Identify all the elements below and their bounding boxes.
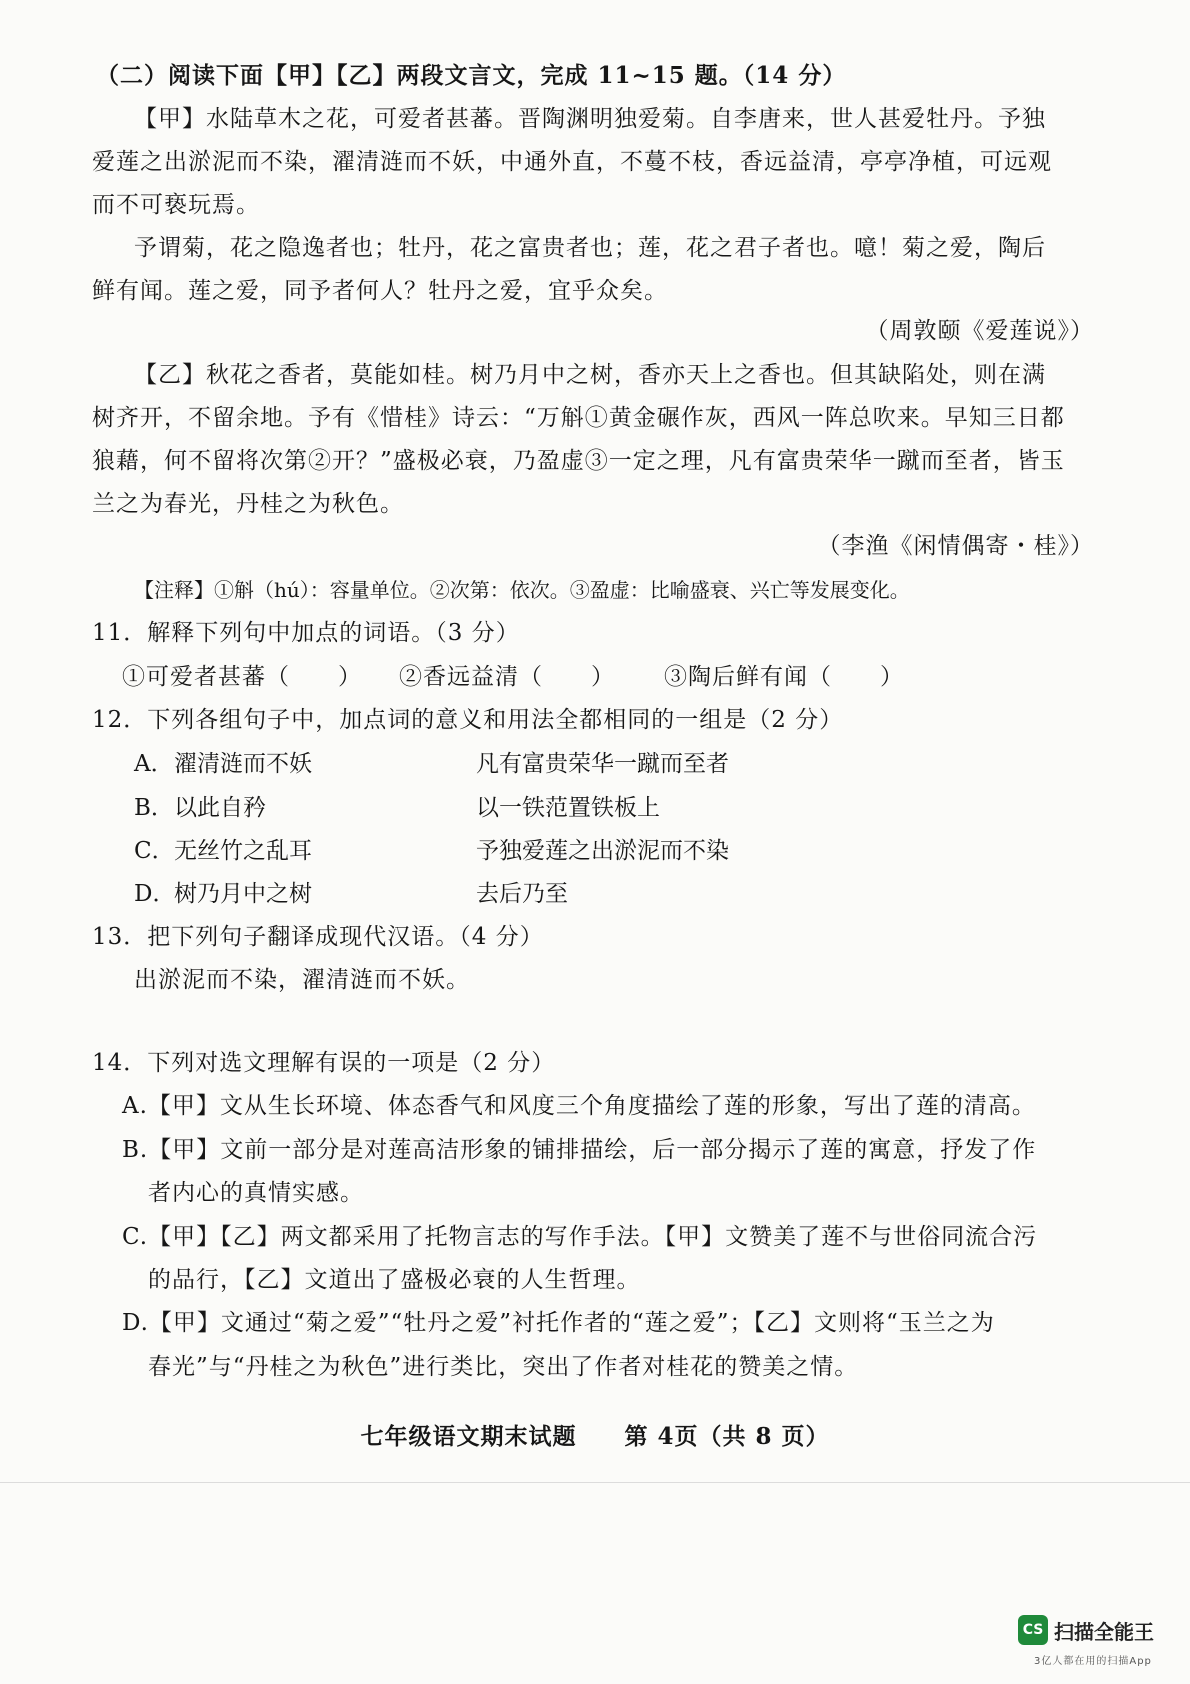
notes: 【注释】①斛（hú）：容量单位。②次第：依次。③盈虚：比喻盛衰、兴亡等发展变化。 [134, 578, 910, 602]
q12-option-left: 濯清涟而不妖 [174, 751, 312, 777]
q12-option-right: 予独爱莲之出淤泥而不染 [476, 838, 729, 864]
passage-b-line: 兰之为春光，丹桂之为秋色。 [92, 491, 404, 517]
q12-option-label: B． [134, 795, 174, 821]
watermark-name: 扫描全能王 [1054, 1620, 1154, 1644]
q12-option-label: C． [134, 838, 175, 864]
q13-sentence: 出淤泥而不染，濯清涟而不妖。 [134, 967, 470, 993]
q14-option-d: D.【甲】文通过“菊之爱”“牡丹之爱”衬托作者的“莲之爱”；【乙】文则将“玉兰之为 [122, 1310, 995, 1336]
passage-a-source: （周敦颐《爱莲说》） [865, 318, 1094, 344]
q12-stem: 12．下列各组句子中，加点词的意义和用法全都相同的一组是（2 分） [92, 707, 844, 733]
q11-item: ②香远益清（ ） [399, 664, 615, 690]
passage-a-line: 爱莲之出淤泥而不染，濯清涟而不妖，中通外直，不蔓不枝，香远益清，亭亭净植，可远观 [92, 149, 1052, 175]
page-footer [0, 1418, 1190, 1451]
passage-b-line: 树齐开，不留余地。予有《惜桂》诗云：“万斛①黄金碾作灰，西风一阵总吹来。早知三日都 [92, 405, 1065, 431]
q12-option-right: 去后乃至 [476, 881, 568, 907]
passage-b-source: （李渔《闲情偶寄・桂》） [817, 533, 1094, 559]
q14-option-c: C.【甲】【乙】两文都采用了托物言志的写作手法。【甲】文赞美了莲不与世俗同流合污 [122, 1224, 1038, 1250]
passage-a-line: 而不可亵玩焉。 [92, 192, 260, 218]
scanner-watermark [1014, 1615, 1164, 1670]
q13-stem: 13．把下列句子翻译成现代汉语。（4 分） [92, 924, 544, 950]
q12-option-left: 无丝竹之乱耳 [174, 838, 312, 864]
q14-option-a: A.【甲】文从生长环境、体态香气和风度三个角度描绘了莲的形象，写出了莲的清高。 [122, 1093, 1036, 1119]
passage-a-line: 鲜有闻。莲之爱，同予者何人？牡丹之爱，宜乎众矣。 [92, 278, 668, 304]
passage-a-line: 予谓菊，花之隐逸者也；牡丹，花之富贵者也；莲，花之君子者也。噫！菊之爱，陶后 [134, 235, 1046, 261]
q14-option-d-cont: 春光”与“丹桂之为秋色”进行类比，突出了作者对桂花的赞美之情。 [148, 1354, 859, 1380]
q14-option-b: B.【甲】文前一部分是对莲高洁形象的铺排描绘，后一部分揭示了莲的寓意，抒发了作 [122, 1137, 1037, 1163]
passage-a-line: 【甲】水陆草木之花，可爱者甚蕃。晋陶渊明独爱菊。自李唐来，世人甚爱牡丹。予独 [134, 106, 1046, 132]
footer-title: 七年级语文期末试题 [360, 1423, 577, 1450]
camscanner-logo-icon: CS [1018, 1615, 1048, 1645]
q12-option-right: 以一铁范置铁板上 [476, 795, 660, 821]
q12-option-left: 树乃月中之树 [174, 881, 312, 907]
q12-option-label: A． [134, 751, 174, 777]
q11-item: ①可爱者甚蕃（ ） [122, 664, 362, 690]
q12-option-label: D． [134, 881, 176, 907]
passage-b-line: 狼藉，何不留将次第②开？”盛极必衰，乃盈虚③一定之理，凡有富贵荣华一蹴而至者，皆玉 [92, 448, 1065, 474]
q11-item: ③陶后鲜有闻（ ） [664, 664, 904, 690]
page-divider [0, 1482, 1190, 1483]
watermark-tagline: 3亿人都在用的扫描App [1034, 1656, 1152, 1667]
section-heading: （二）阅读下面【甲】【乙】两段文言文，完成 11~15 题。（14 分） [96, 62, 847, 89]
footer-page-number: 第 4页（共 8 页） [624, 1423, 830, 1450]
q12-option-left: 以此自矜 [174, 795, 266, 821]
q14-option-b-cont: 者内心的真情实感。 [148, 1180, 364, 1206]
passage-b-line: 【乙】秋花之香者，莫能如桂。树乃月中之树，香亦天上之香也。但其缺陷处，则在满 [134, 362, 1046, 388]
q11-stem: 11．解释下列句中加点的词语。（3 分） [92, 620, 520, 646]
q14-option-c-cont: 的品行，【乙】文道出了盛极必衰的人生哲理。 [148, 1267, 641, 1293]
q14-stem: 14．下列对选文理解有误的一项是（2 分） [92, 1050, 556, 1076]
q12-option-right: 凡有富贵荣华一蹴而至者 [476, 751, 729, 777]
